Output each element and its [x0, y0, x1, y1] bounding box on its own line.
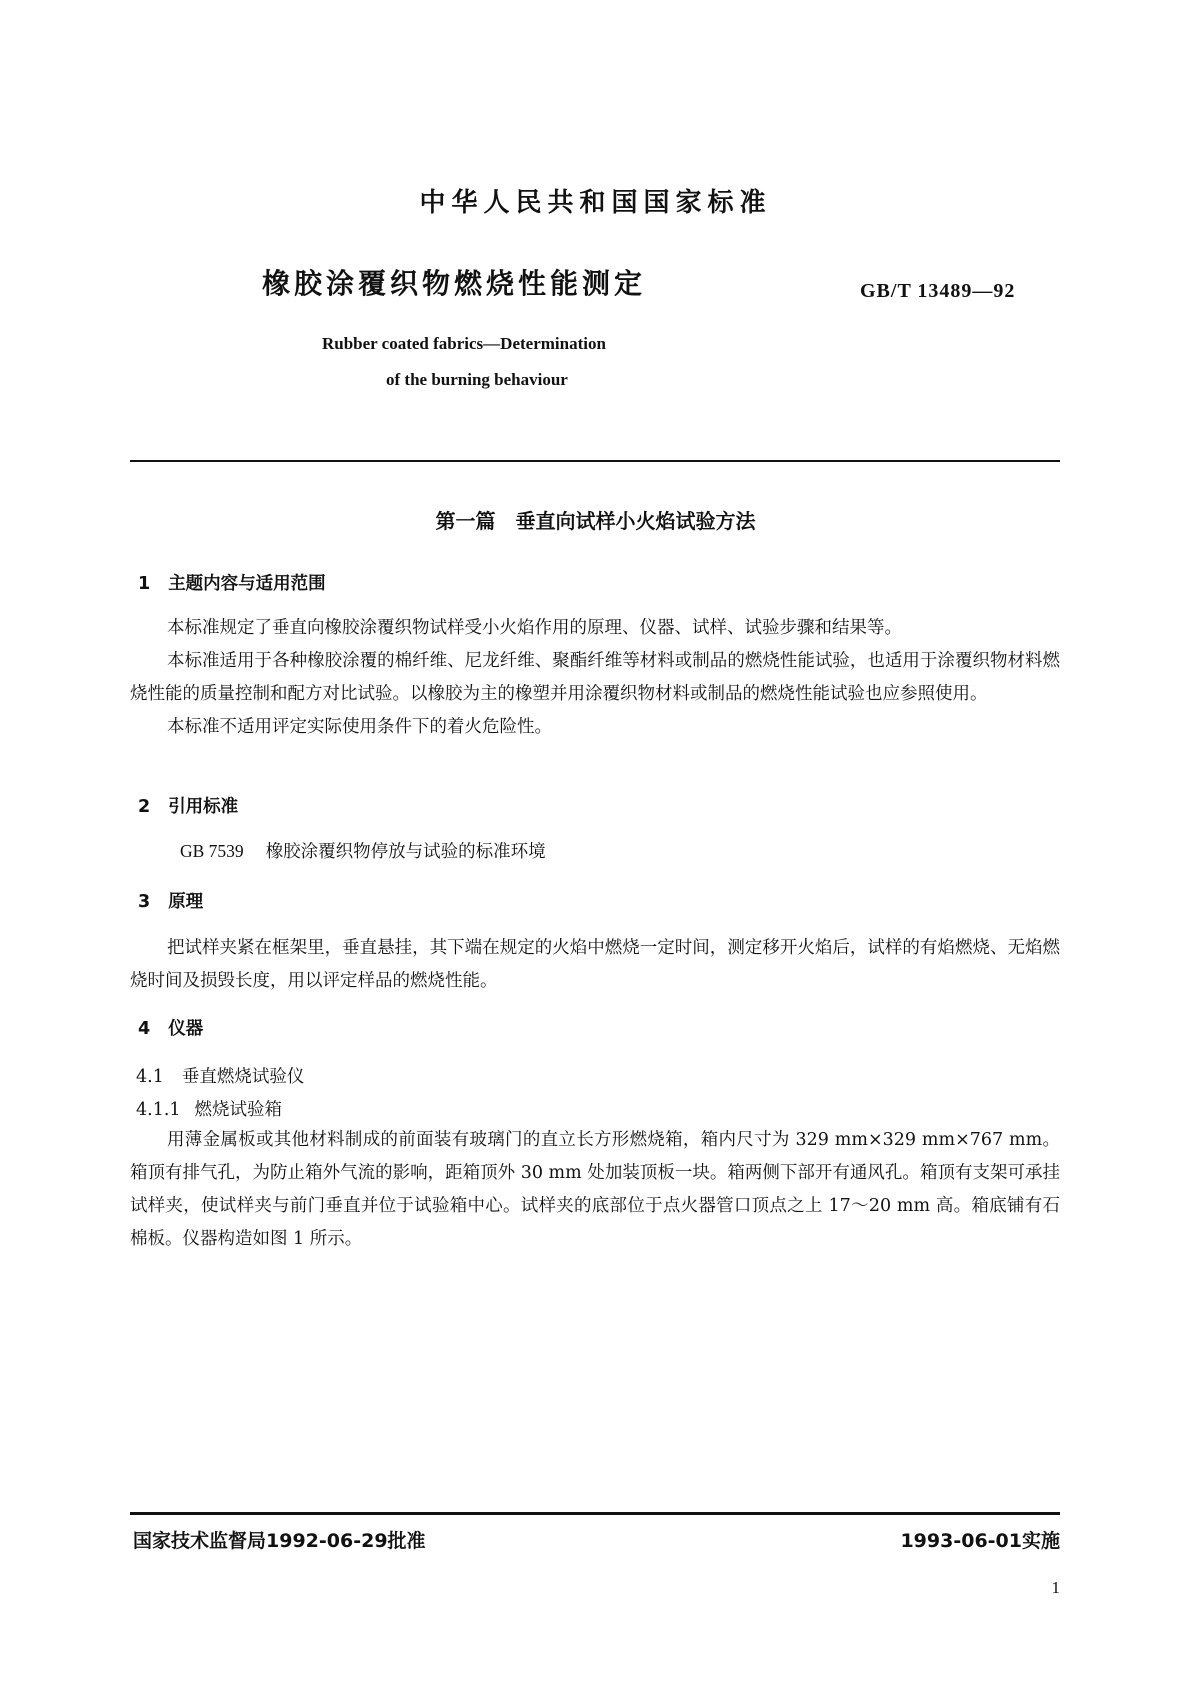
section-title: 主题内容与适用范围 [168, 574, 326, 594]
section-4-heading [138, 1015, 203, 1040]
paragraph: 本标准规定了垂直向橡胶涂覆织物试样受小火焰作用的原理、仪器、试样、试验步骤和结果等。 [167, 618, 902, 638]
section-number: 4 [138, 1019, 151, 1039]
section-title: 仪器 [168, 1019, 204, 1039]
subsection-4-1-1 [136, 1096, 282, 1121]
paragraph: 本标准适用于各种橡胶涂覆的棉纤维、尼龙纤维、聚酯纤维等材料或制品的燃烧性能试验，也适用于涂覆织物材料燃烧性能的质量控制和配方对比试验。以橡胶为主的橡塑并用涂覆织物材料或制品的燃烧性能试验也应参照使用。 [130, 651, 1060, 704]
section-4-body [130, 1124, 1060, 1256]
section-number: 2 [138, 797, 151, 817]
reference-code: GB 7539 [180, 841, 244, 861]
issued-statement: 国家技术监督局1992-06-29批准 [133, 1530, 426, 1552]
reference-entry [180, 838, 546, 863]
section-number: 1 [138, 574, 151, 594]
subsection-title: 燃烧试验箱 [194, 1100, 283, 1120]
effective-statement: 1993-06-01实施 [900, 1530, 1060, 1552]
page-number: 1 [1051, 1578, 1060, 1597]
subsection-4-1 [136, 1063, 304, 1088]
section-3-body [130, 932, 1060, 998]
section-title: 引用标准 [168, 797, 239, 817]
subsection-title: 垂直燃烧试验仪 [181, 1067, 305, 1087]
footer-divider [130, 1512, 1060, 1515]
title-en-line1: Rubber coated fabrics—Determination [322, 334, 606, 353]
title-cn: 橡胶涂覆织物燃烧性能测定 [262, 267, 647, 300]
national-standard-heading: 中华人民共和国国家标准 [419, 188, 772, 218]
section-1-heading [138, 570, 326, 595]
paragraph: 把试样夹紧在框架里，垂直悬挂，其下端在规定的火焰中燃烧一定时间，测定移开火焰后，试样的有焰燃烧、无焰燃烧时间及损毁长度，用以评定样品的燃烧性能。 [130, 938, 1060, 991]
title-en-line2: of the burning behaviour [386, 370, 568, 389]
subsection-number: 4.1 [136, 1067, 164, 1087]
section-2-heading [138, 793, 238, 818]
section-3-heading [138, 888, 203, 913]
standard-code: GB/T 13489—92 [860, 280, 1016, 302]
header-divider [130, 460, 1060, 462]
reference-title: 橡胶涂覆织物停放与试验的标准环境 [265, 842, 546, 862]
part-title: 第一篇 垂直向试样小火焰试验方法 [435, 509, 756, 533]
paragraph: 用薄金属板或其他材料制成的前面装有玻璃门的直立长方形燃烧箱，箱内尺寸为 329 mm×329 mm×767 mm。箱顶有排气孔，为防止箱外气流的影响，距箱顶外 30 mm 处加装顶板一块。箱两侧下部开有通风孔。箱顶有支架可承挂试样夹，使试样夹与前门垂直并位于试验箱中心。试样夹的底部位于点火器管口顶点之上 17～20 mm 高。箱底铺有石棉板。仪器构造如图 1 所示。 [130, 1130, 1060, 1249]
section-title: 原理 [168, 892, 204, 912]
subsection-number: 4.1.1 [136, 1100, 181, 1120]
section-1-body [130, 612, 1060, 744]
section-number: 3 [138, 892, 151, 912]
paragraph: 本标准不适用评定实际使用条件下的着火危险性。 [167, 717, 552, 737]
